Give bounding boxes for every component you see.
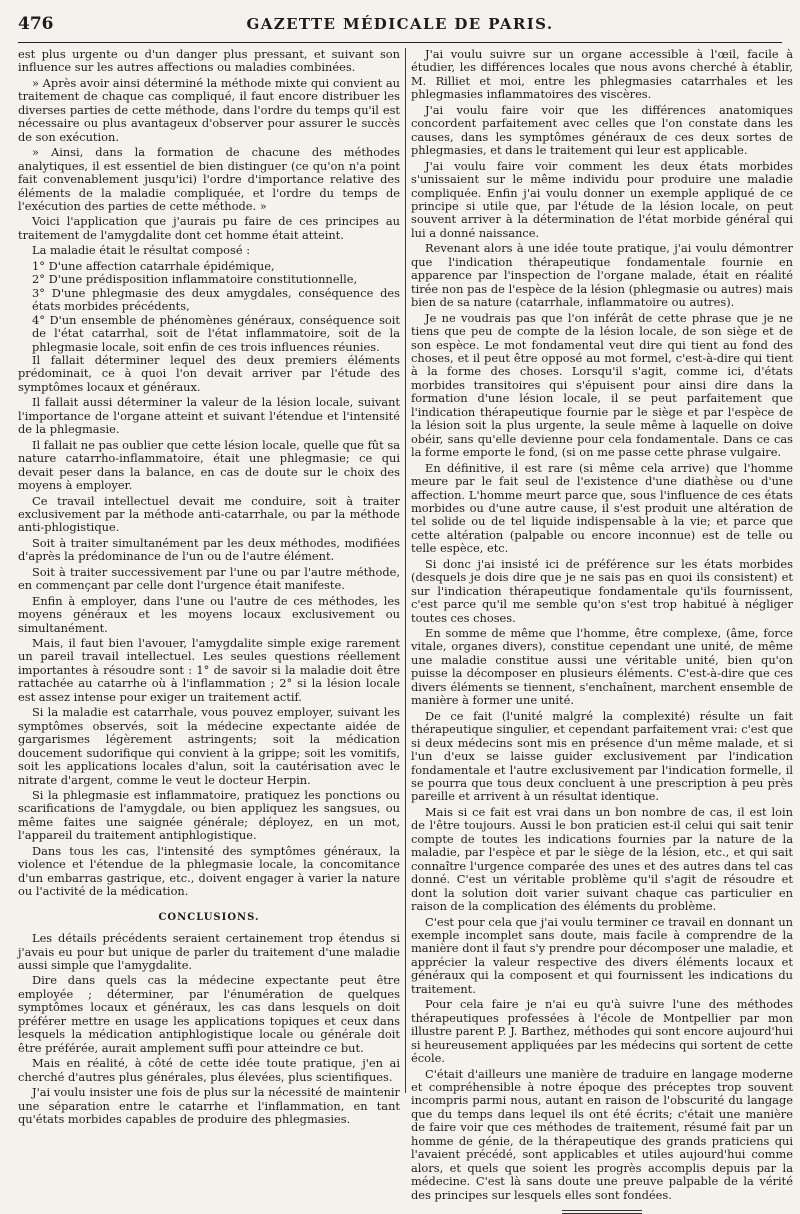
right-column [411, 47, 793, 1202]
page-number: 476 [18, 14, 54, 34]
paragraph: Si donc j'ai insisté ici de préférence sur les états morbides (desquels je dois dire que je ne sais pas en quoi ils consistent) et sur l'indication thérapeutique fondamentale qu'ils fournissent, c'est parce qu'il me semble qu'on s'est trop habitué à négliger toutes ces choses. [411, 556, 793, 625]
paragraph: Les détails précédents seraient certainement trop étendus si j'avais eu pour but unique de parler du traitement d'une maladie aussi simple que l'amygdalite. [18, 931, 400, 972]
paragraph: » Ainsi, dans la formation de chacune des méthodes analytiques, il est essentiel de bien distinguer (ce qu'on n'a point fait convenablement jusqu'ici) l'ordre d'importance relative des éléments de la maladie compliquée, et l'ordre du temps de l'exécution des parties de cette méthode. » [18, 145, 400, 213]
list-item: 3° D'une phlegmasie des deux amygdales, conséquence des états morbides précédents, [32, 285, 400, 314]
paragraph: Soit à traiter simultanément par les deux méthodes, modifiées d'après la prédominance de l'un ou de l'autre élément. [18, 535, 400, 564]
paragraph: est plus urgente ou d'un danger plus pressant, et suivant son influence sur les autres affections ou maladies combinées. [18, 47, 400, 75]
paragraph: C'était d'ailleurs une manière de traduire en langage moderne et compréhensible à notre époque des préceptes trop souvent incompris parmi nous, autant en raison de l'obscurité du langage que du temps dans lequel ils ont été écrits; c'était une manière de faire voir que ces méthodes de traitement, résumé fait par un homme de génie, de la thérapeutique des grands praticiens qui l'avaient précédé, sont applicables et utiles aujourd'hui comme alors, et quels que soient les progrès accomplis depuis par la médecine. C'est là sans doute une preuve palpable de la vérité des principes sur lesquels elles sont fondées. [411, 1066, 793, 1202]
paragraph: Pour cela faire je n'ai eu qu'à suivre l'une des méthodes thérapeutiques professées à l'école de Montpellier par mon illustre parent P. J. Barthez, méthodes qui sont encore aujourd'hui si heureusement appliquées par les médecins qui sortent de cette école. [411, 997, 793, 1066]
paragraph: Il fallait déterminer lequel des deux premiers éléments prédominait, ce à quoi l'on devait arriver par l'étude des symptômes locaux et généraux. [18, 352, 400, 394]
page-header [18, 12, 782, 43]
paragraph: Il fallait ne pas oublier que cette lésion locale, quelle que fût sa nature catarrho-inflammatoire, était une phlegmasie; ce qui devait peser dans la balance, en cas de doute sur le choix des moyens à employer. [18, 437, 400, 493]
paragraph: Mais en réalité, à côté de cette idée toute pratique, j'en ai cherché d'autres plus générales, plus élevées, plus scientifiques. [18, 1056, 400, 1084]
end-separator [562, 1210, 642, 1214]
journal-title: GAZETTE MÉDICALE DE PARIS. [246, 15, 554, 33]
paragraph: Mais si ce fait est vrai dans un bon nombre de cas, il est loin de l'être toujours. Aussi le bon praticien est-il celui qui sait tenir compte de toutes les indications fournies par la nature de la maladie, par l'espèce et par le siège de la lésion, etc., et qui sait connaître l'urgence comparée des unes et des autres dans tel cas donné. C'est un véritable problème qu'il s'agit de résoudre et dont la solution doit varier suivant chaque cas particulier en raison de la complication des éléments du problème. [411, 804, 793, 914]
paragraph: J'ai voulu suivre sur un organe accessible à l'œil, facile à étudier, les différences locales que nous avons cherché à établir, M. Rilliet et moi, entre les phlegmasies catarrhales et les phlegmasies inflammatoires des viscères. [411, 47, 793, 102]
paragraph: La maladie était le résultat composé : [32, 243, 251, 258]
paragraph: Dire dans quels cas la médecine expectante peut être employée ; déterminer, par l'énumération de quelques symptômes locaux et généraux, les cas dans lesquels on doit préférer mettre en usage les applications topiques et ceux dans lesquels la médication antiphlogistique locale ou générale doit être préférée, aurait amplement suffi pour atteindre ce but. [18, 973, 400, 1055]
left-column [18, 47, 400, 1126]
paragraph: En définitive, il est rare (si même cela arrive) que l'homme meure par le fait seul de l'existence d'une diathèse ou d'une affection. L'homme meurt parce que, sous l'influence de ces états morbides ou d'une autre cause, il s'est produit une altération de tel solide ou de tel liquide indispensable à la vie; et parce que cette altération (palpable ou encore inconnue) est de telle ou telle espèce, etc. [411, 460, 793, 556]
paragraph: Voici l'application que j'aurais pu faire de ces principes au traitement de l'amygdalite dont cet homme était atteint. [18, 214, 400, 242]
column-divider [405, 48, 406, 1093]
paragraph: » Après avoir ainsi déterminé la méthode mixte qui convient au traitement de chaque cas compliqué, il faut encore distribuer les diverses parties de cette méthode, dans l'ordre du temps qu'il est nécessaire ou plus avantageux d'observer pour assurer le succès de son exécution. [18, 75, 400, 144]
conclusions-heading: CONCLUSIONS. [158, 911, 260, 923]
paragraph: En somme de même que l'homme, être complexe, (âme, force vitale, organes divers), constitue cependant une unité, de même une maladie constitue aussi une véritable unité, bien qu'on puisse la décomposer en plusieurs éléments. C'est-à-dire que ces divers éléments se tiennent, s'enchaînent, marchent ensemble de manière à former une unité. [411, 626, 793, 708]
paragraph: Soit à traiter successivement par l'une ou par l'autre méthode, en commençant par celle dont l'urgence était manifeste. [18, 564, 400, 593]
list-item: 4° D'un ensemble de phénomènes généraux, conséquence soit de l'état catarrhal, soit de l'état inflammatoire, soit de la phlegmasie locale, soit enfin de ces trois influences réunies. [32, 312, 400, 354]
paragraph: Si la phlegmasie est inflammatoire, pratiquez les ponctions ou scarifications de l'amygdale, ou bien appliquez les sangsues, ou même faites une saignée générale; déployez, en un mot, l'appareil du traitement antiphlogistique. [18, 788, 400, 843]
paragraph: Revenant alors à une idée toute pratique, j'ai voulu démontrer que l'indication thérapeutique fondamentale fournie en apparence par l'inspection de l'organe malade, était en réalité tirée non pas de l'espèce de la lésion (phlegmasie ou autres) mais bien de sa nature (catarrhale, inflammatoire ou autres). [411, 241, 793, 310]
paragraph: J'ai voulu insister une fois de plus sur la nécessité de maintenir une séparation entre le catarrhe et l'inflammation, en tant qu'états morbides capables de produire des phlegmasies. [18, 1085, 400, 1126]
paragraph: De ce fait (l'unité malgré la complexité) résulte un fait thérapeutique singulier, et cependant parfaitement vrai: c'est que si deux médecins sont mis en présence d'un même malade, et si l'un d'eux se laisse guider exclusivement par l'indication fondamentale et l'autre exclusivement par l'indication formelle, il se pourra que tous deux concluent à une prescription à peu près pareille et arrivent à un résultat identique. [411, 708, 793, 804]
list-item: 1° D'une affection catarrhale épidémique, [32, 258, 275, 273]
paragraph: C'est pour cela que j'ai voulu terminer ce travail en donnant un exemple incomplet sans doute, mais facile à comprendre de la manière dont il faut s'y prendre pour décomposer une maladie, et apprécier la valeur respective des divers éléments locaux et généraux qui la composent et qui fournissent les indications du traitement. [411, 914, 793, 996]
paragraph: Dans tous les cas, l'intensité des symptômes généraux, la violence et l'étendue de la phlegmasie locale, la concomitance d'un embarras gastrique, etc., doivent engager à varier la nature ou l'activité de la médication. [18, 843, 400, 899]
paragraph: Enfin à employer, dans l'une ou l'autre de ces méthodes, les moyens généraux et les moyens locaux exclusivement ou simultanément. [18, 593, 400, 635]
list-item: 2° D'une prédisposition inflammatoire constitutionnelle, [32, 272, 358, 287]
paragraph: J'ai voulu faire voir comment les deux états morbides s'unissaient sur le même individu pour produire une maladie compliquée. Enfin j'ai voulu donner un exemple appliqué de ce principe si utile que, par l'étude de la lésion locale, on peut souvent arriver à la détermination de l'état morbide général qui lui a donné naissance. [411, 158, 793, 240]
paragraph: Ce travail intellectuel devait me conduire, soit à traiter exclusivement par la méthode anti-catarrhale, ou par la méthode anti-phlogistique. [18, 493, 400, 535]
paragraph: Mais, il faut bien l'avouer, l'amygdalite simple exige rarement un pareil travail intellectuel. Les seules questions réellement importantes à résoudre sont : 1° de savoir si la maladie doit être rattachée au catarrhe où à l'inflammation ; 2° si la lésion locale est assez intense pour exiger un traitement actif. [18, 636, 400, 704]
paragraph: Il fallait aussi déterminer la valeur de la lésion locale, suivant l'importance de l'organe atteint et suivant l'étendue et l'intensité de la phlegmasie. [18, 395, 400, 437]
paragraph: Je ne voudrais pas que l'on inférât de cette phrase que je ne tiens que peu de compte de la lésion locale, de son siège et de son espèce. Le mot fondamental veut dire qui tient au fond des choses, et il peut être opposé au mot formel, c'est-à-dire qui tient à la forme des choses. Lorsqu'il s'agit, comme ici, d'états morbides transitoires qui s'épuisent pour ainsi dire dans la formation d'une lésion locale, il se peut parfaitement que l'indication thérapeutique fournie par le siège et par l'espèce de la lésion soit la plus urgente, la seule même à laquelle on doive obéir, sans qu'elle devienne pour cela fondamentale. Dans ce cas la forme emporte le fond, (si on me passe cette phrase vulgaire. [411, 310, 793, 460]
paragraph: Si la maladie est catarrhale, vous pouvez employer, suivant les symptômes observés, soit la médecine expectante aidée de gargarismes légèrement astringents; soit la médication doucement sudorifique qui convient à la grippe; soit les vomitifs, soit les applications locales d'alun, soit la cautérisation avec le nitrate d'argent, comme le veut le docteur Herpin. [18, 705, 400, 787]
paragraph: J'ai voulu faire voir que les différences anatomiques concordent parfaitement avec celles que l'on constate dans les causes, dans les symptômes généraux de ces deux sortes de phlegmasies, et dans le traitement qui leur est applicable. [411, 102, 793, 158]
